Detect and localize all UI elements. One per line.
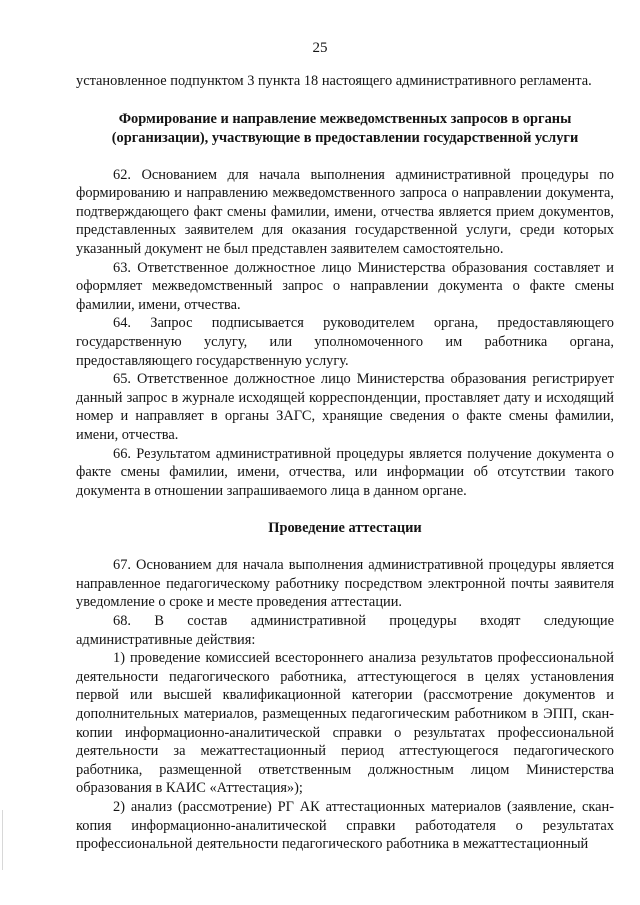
list-item-1: 1) проведение комиссией всестороннего анализа результатов профессиональной деятельности педагогического работника, аттестующегося в целях установления первой или высшей квалификационной категории (рассмотрение документов и дополнительных материалов, размещенных педагогическим работником в ЭПП, скан-копии информационно-аналитической справки о результатах профессиональной деятельности за межаттестационный период аттестующегося педагогического работника, размещенной ответственным должностным лицом Министерства образования в КАИС «Аттестация»); <box>76 650 614 797</box>
document-body <box>76 72 614 854</box>
paragraph-62: 62. Основанием для начала выполнения административной процедуры по формированию и направлению межведомственного запроса о направлении документа, подтверждающего факт смены фамилии, имени, отчества является прием документов, представленных заявителем для оказания государственной услуги, среди которых указанный документ не был представлен заявителем самостоятельно. <box>76 166 614 257</box>
paragraph-67: 67. Основанием для начала выполнения административной процедуры является направленное педагогическому работнику посредством электронной почты заявителя уведомление о сроке и месте проведения аттестации. <box>76 557 614 611</box>
page-number: 25 <box>312 40 328 56</box>
scan-edge-line <box>2 810 3 870</box>
section-heading-attestation: Проведение аттестации <box>268 520 422 537</box>
paragraph-63: 63. Ответственное должностное лицо Министерства образования составляет и оформляет межведомственный запрос о направлении документа о факте смены фамилии, имени, отчества. <box>76 259 614 313</box>
section1-paragraphs <box>76 166 614 501</box>
paragraph-64: 64. Запрос подписывается руководителем органа, предоставляющего государственную услугу, или уполномоченного им работника органа, предоставляющего государственную услугу. <box>76 315 614 369</box>
paragraph-66: 66. Результатом административной процедуры является получение документа о факте смены фамилии, имени, отчества, или информации об отсутствии такого документа в отношении запрашиваемого лица в данном органе. <box>76 445 614 499</box>
list-item-2: 2) анализ (рассмотрение) РГ АК аттестационных материалов (заявление, скан-копия информационно-аналитической справки работодателя о результатах профессиональной деятельности педагогического работника в межаттестационный <box>76 799 614 853</box>
paragraph-68: 68. В состав административной процедуры входят следующие административные действия: <box>76 613 614 648</box>
section2-paragraphs <box>76 556 614 854</box>
section-heading-interagency-requests: Формирование и направление межведомственных запросов в органы (организации), участвующие в предоставлении государственной услуги <box>111 110 579 146</box>
paragraph-65: 65. Ответственное должностное лицо Министерства образования регистрирует данный запрос в журнале исходящей корреспонденции, проставляет дату и исходящий номер и направляет в органы ЗАГС, хранящие сведения о факте смены фамилии, имени, отчества. <box>76 371 614 443</box>
section-tail-paragraph: установленное подпунктом 3 пункта 18 настоящего административного регламента. <box>76 73 592 89</box>
